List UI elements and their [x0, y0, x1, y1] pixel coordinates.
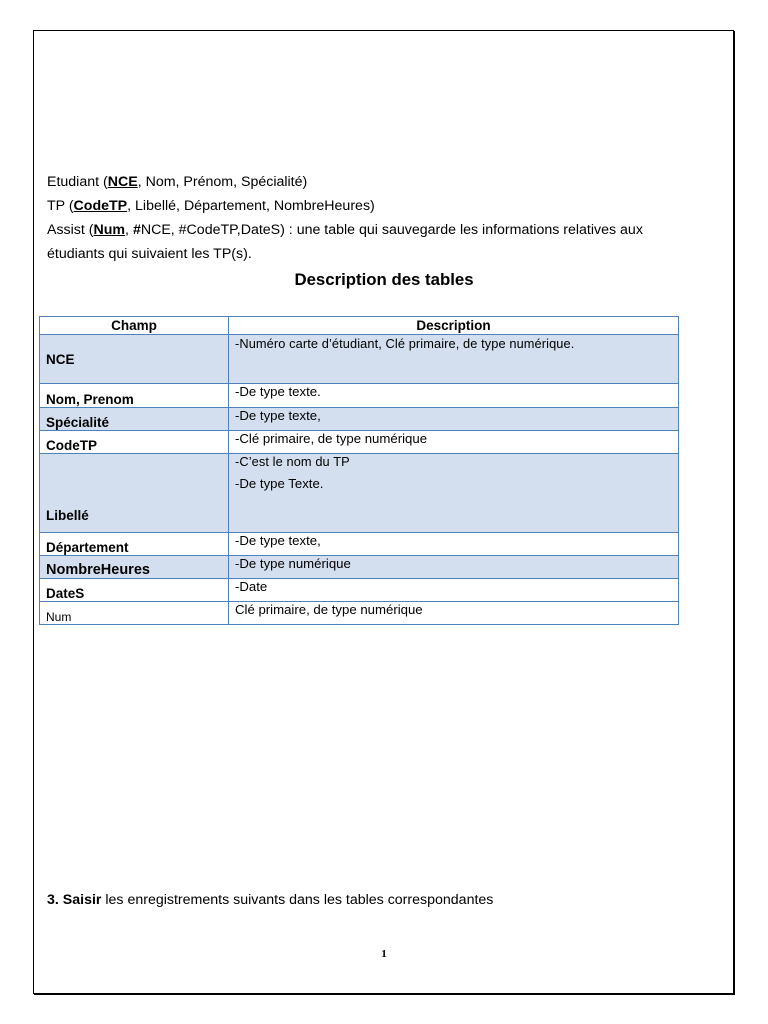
schema-text: NCE, #CodeTP,DateS) : une table qui sauvegarde les informations relatives aux — [140, 222, 643, 238]
champ-cell: NombreHeures — [40, 556, 229, 579]
schema-text: Etudiant ( — [47, 174, 108, 190]
table-row — [40, 602, 679, 625]
description-cell: -De type texte, — [229, 533, 679, 556]
champ-cell: NCE — [40, 335, 229, 384]
schema-assist — [47, 218, 643, 242]
table-row — [40, 431, 679, 454]
description-table — [39, 316, 679, 625]
schema-text: , Nom, Prénom, Spécialité) — [137, 174, 308, 190]
schema-etudiant — [47, 170, 307, 194]
table-row — [40, 408, 679, 431]
table-row — [40, 454, 679, 533]
schema-tp — [47, 194, 375, 218]
primary-key-codetp: CodeTP — [73, 198, 128, 214]
schema-text: , Libellé, Département, NombreHeures) — [127, 198, 375, 214]
foreign-key-marker: # — [132, 222, 141, 238]
description-cell: -De type texte. — [229, 384, 679, 408]
table-header-row — [40, 317, 679, 335]
description-cell — [229, 454, 679, 533]
primary-key-nce: NCE — [107, 174, 138, 190]
champ-cell: Département — [40, 533, 229, 556]
description-cell: -De type texte, — [229, 408, 679, 431]
description-cell: Clé primaire, de type numérique — [229, 602, 679, 625]
table-row — [40, 579, 679, 602]
document-page — [33, 30, 734, 994]
schema-assist-continued: étudiants qui suivaient les TP(s). — [47, 246, 252, 262]
champ-cell: Spécialité — [40, 408, 229, 431]
champ-cell: CodeTP — [40, 431, 229, 454]
description-cell: -Date — [229, 579, 679, 602]
champ-cell: Nom, Prenom — [40, 384, 229, 408]
section-heading: Description des tables — [294, 270, 474, 289]
header-description: Description — [229, 317, 679, 335]
header-champ: Champ — [40, 317, 229, 335]
description-line: -De type Texte. — [235, 476, 324, 491]
description-cell: -De type numérique — [229, 556, 679, 579]
table-row — [40, 556, 679, 579]
champ-cell: DateS — [40, 579, 229, 602]
page-number: 1 — [381, 948, 387, 960]
table-row — [40, 384, 679, 408]
schema-text: TP ( — [47, 198, 74, 214]
description-line: -C’est le nom du TP — [235, 454, 350, 469]
schema-text: , — [125, 222, 133, 238]
instruction-body: les enregistrements suivants dans les tables correspondantes — [101, 892, 494, 908]
instruction-text — [47, 888, 493, 912]
primary-key-num: Num — [93, 222, 126, 238]
schema-text: Assist ( — [47, 222, 94, 238]
table-row — [40, 533, 679, 556]
description-cell: -Clé primaire, de type numérique — [229, 431, 679, 454]
instruction-number: 3. Saisir — [47, 892, 102, 908]
table-row — [40, 335, 679, 384]
champ-cell: Libellé — [40, 454, 229, 533]
champ-cell: Num — [40, 602, 229, 625]
description-cell: -Numéro carte d’étudiant, Clé primaire, de type numérique. — [229, 335, 679, 384]
